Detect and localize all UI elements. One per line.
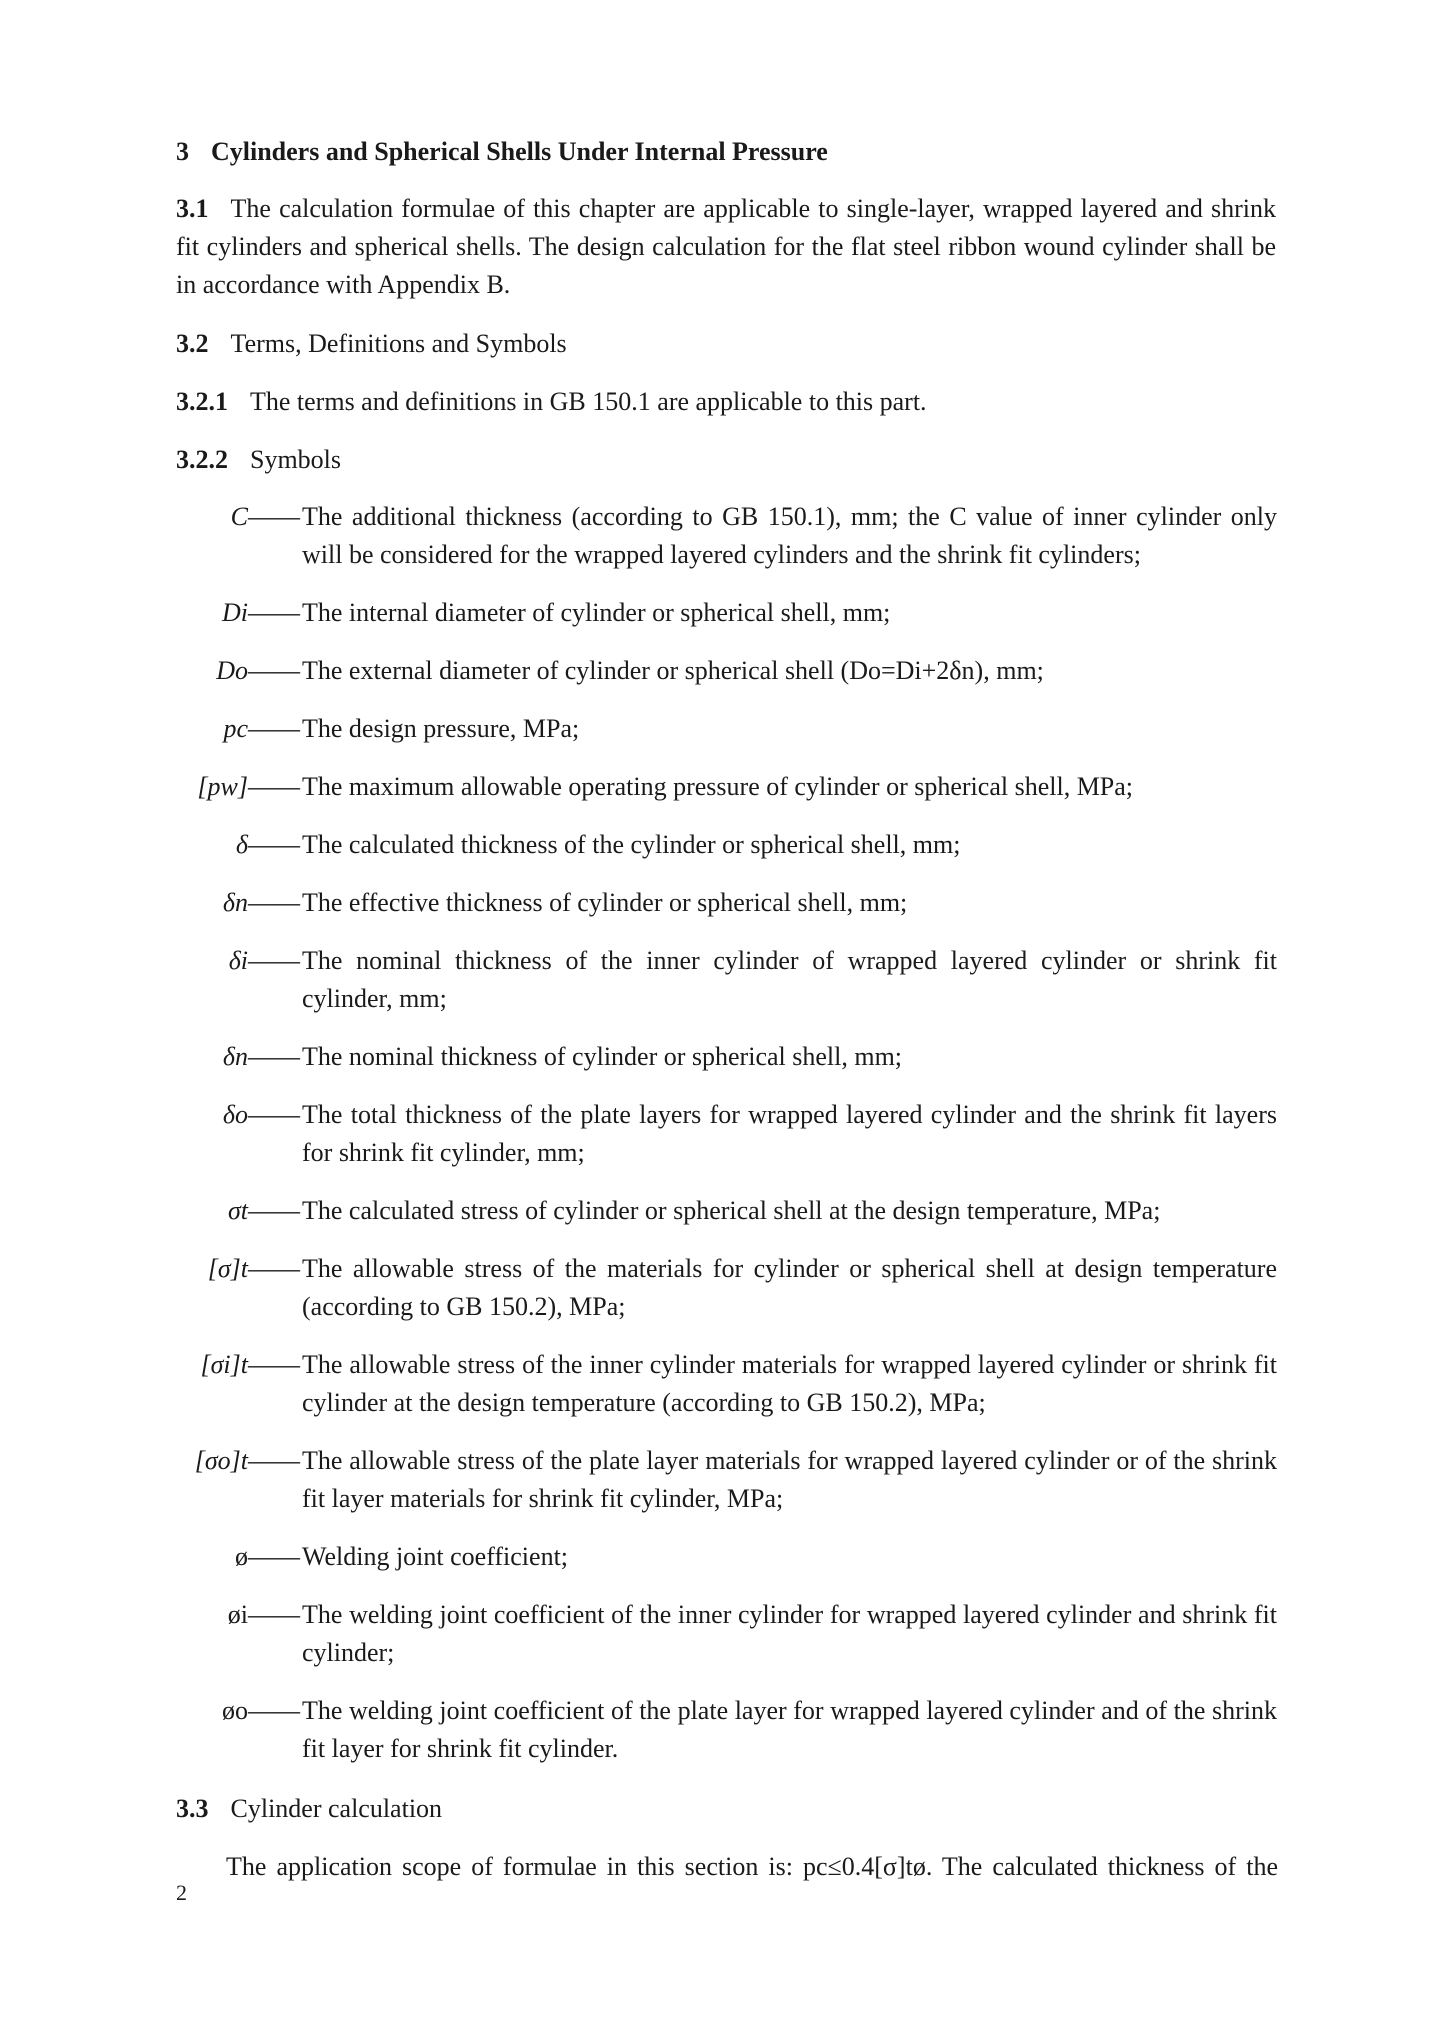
symbol-term: Di—— <box>222 598 300 627</box>
clause-title: Cylinder calculation <box>230 1794 443 1823</box>
clause-text: The terms and definitions in GB 150.1 are applicable to this part. <box>250 387 927 416</box>
clause-number: 3.2 <box>176 329 209 358</box>
clause-3-1 <box>176 190 1276 304</box>
symbol-term: ø—— <box>235 1542 300 1571</box>
symbol-description: The nominal thickness of cylinder or spherical shell, mm; <box>302 1042 903 1071</box>
section-title: Cylinders and Spherical Shells Under Internal Pressure <box>211 137 828 166</box>
clause-3-3-text: The application scope of formulae in this section is: pc≤0.4[σ]tø. The calculated thickness of the <box>226 1852 1278 1881</box>
clause-3-2-2 <box>176 441 341 479</box>
symbol-term: [σi]t—— <box>200 1350 300 1379</box>
symbol-term: [σ]t—— <box>207 1254 300 1283</box>
symbol-description: Welding joint coefficient; <box>302 1542 569 1571</box>
section-heading <box>176 133 828 171</box>
symbol-description: The nominal thickness of the inner cylinder of wrapped layered cylinder or shrink fit cylinder, mm; <box>302 946 1277 1013</box>
symbol-term: Do—— <box>216 656 300 685</box>
clause-title: Terms, Definitions and Symbols <box>230 329 567 358</box>
symbol-description: The welding joint coefficient of the inner cylinder for wrapped layered cylinder and shrink fit cylinder; <box>302 1600 1277 1667</box>
symbol-description: The effective thickness of cylinder or spherical shell, mm; <box>302 888 908 917</box>
symbol-description: The calculated thickness of the cylinder or spherical shell, mm; <box>302 830 961 859</box>
symbol-term: pc—— <box>223 714 300 743</box>
symbol-term: øi—— <box>227 1600 300 1629</box>
symbol-description: The total thickness of the plate layers for wrapped layered cylinder and the shrink fit layers for shrink fit cylinder, mm; <box>302 1100 1277 1167</box>
symbol-term: C—— <box>230 502 300 531</box>
clause-3-3 <box>176 1790 442 1828</box>
symbol-description: The additional thickness (according to GB 150.1), mm; the C value of inner cylinder only will be considered for the wrapped layered cylinders and the shrink fit cylinders; <box>302 502 1277 569</box>
clause-title: Symbols <box>250 445 342 474</box>
clause-number: 3.2.2 <box>176 445 228 474</box>
symbol-description: The welding joint coefficient of the plate layer for wrapped layered cylinder and of the shrink fit layer for shrink fit cylinder. <box>302 1696 1277 1763</box>
symbol-description: The internal diameter of cylinder or spherical shell, mm; <box>302 598 891 627</box>
clause-number: 3.2.1 <box>176 387 228 416</box>
clause-text: The calculation formulae of this chapter are applicable to single-layer, wrapped layered and shrink fit cylinders and spherical shells. The design calculation for the flat steel ribbon wound cylinder shall be in accordance with Appendix B. <box>176 194 1276 299</box>
symbol-term: δi—— <box>228 946 300 975</box>
symbol-description: The calculated stress of cylinder or spherical shell at the design temperature, MPa; <box>302 1196 1161 1225</box>
symbol-term: øo—— <box>222 1696 300 1725</box>
symbol-description: The allowable stress of the inner cylinder materials for wrapped layered cylinder or shrink fit cylinder at the design temperature (according to GB 150.2), MPa; <box>302 1350 1277 1417</box>
clause-3-2 <box>176 325 567 363</box>
symbol-description: The maximum allowable operating pressure of cylinder or spherical shell, MPa; <box>302 772 1134 801</box>
section-number: 3 <box>176 137 189 166</box>
symbol-term: δn—— <box>222 888 300 917</box>
symbol-description: The external diameter of cylinder or spherical shell (Do=Di+2δn), mm; <box>302 656 1044 685</box>
clause-number: 3.3 <box>176 1794 209 1823</box>
symbol-term: [σo]t—— <box>194 1446 300 1475</box>
symbol-term: δn—— <box>222 1042 300 1071</box>
symbol-term: δ—— <box>235 830 300 859</box>
symbol-description: The allowable stress of the plate layer materials for wrapped layered cylinder or of the shrink fit layer materials for shrink fit cylinder, MPa; <box>302 1446 1277 1513</box>
symbol-description: The design pressure, MPa; <box>302 714 580 743</box>
symbol-description: The allowable stress of the materials for cylinder or spherical shell at design temperature (according to GB 150.2), MPa; <box>302 1254 1277 1321</box>
symbol-term: [pw]—— <box>197 772 300 801</box>
symbol-term: σt—— <box>227 1196 300 1225</box>
symbol-term: δo—— <box>222 1100 300 1129</box>
clause-number: 3.1 <box>176 194 209 223</box>
page-number: 2 <box>176 1880 187 1905</box>
clause-3-2-1 <box>176 383 927 421</box>
